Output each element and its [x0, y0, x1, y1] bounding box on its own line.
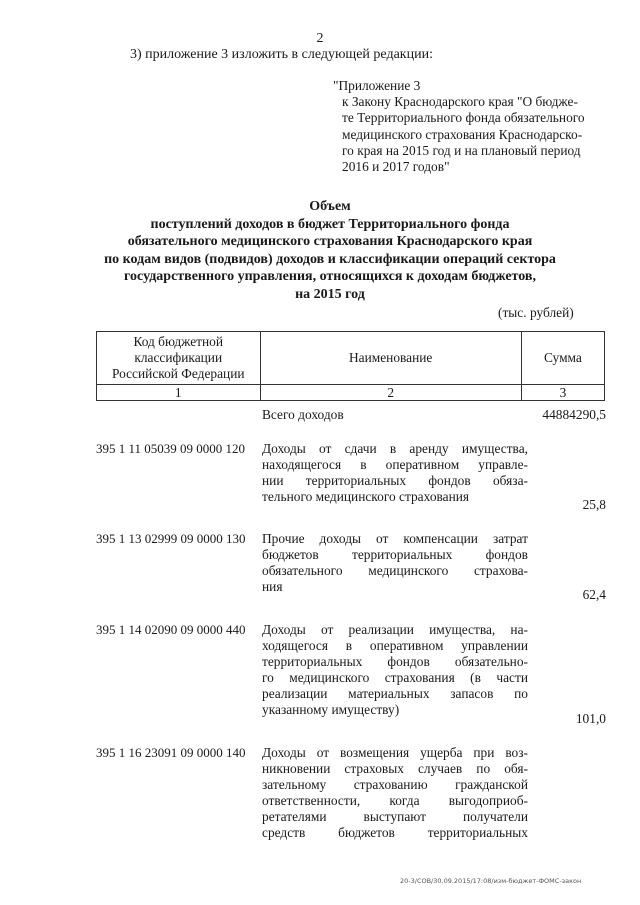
row-name-line: ходящегося в оперативном управлении: [262, 638, 528, 653]
unit-label: (тыс. рублей): [498, 305, 574, 320]
row-name-line: нии территориальных фондов обяза-: [262, 473, 528, 488]
table-header: [96, 331, 605, 401]
column-number: 1: [97, 385, 261, 401]
document-title: [60, 198, 600, 303]
row-name-line: ния: [262, 579, 283, 594]
row-name-line: указанному имуществу): [262, 702, 400, 717]
header-code-line: классификации: [134, 350, 223, 365]
row-name-line: тельного медицинского страхования: [262, 489, 470, 504]
header-amount: Сумма: [521, 332, 604, 385]
appendix-line: медицинского страхования Краснодарско-: [342, 126, 583, 142]
row-amount: 101,0: [575, 711, 606, 726]
table-row: [96, 531, 606, 601]
title-line: государственного управления, относящихся к доходам бюджетов,: [124, 269, 536, 284]
appendix-line: 2016 и 2017 годов": [342, 159, 450, 175]
row-name-line: ретателями выступают получатели: [262, 809, 528, 824]
row-name-line: Доходы от реализации имущества, на-: [262, 622, 528, 637]
row-name-line: го медицинского страхования (в части: [262, 670, 528, 685]
table-row: [96, 745, 606, 849]
row-name-line: Доходы от возмещения ущерба при воз-: [262, 745, 528, 760]
column-number: 2: [260, 385, 521, 401]
appendix-header: [333, 78, 633, 175]
total-amount: 44884290,5: [542, 407, 606, 422]
page-number: 2: [316, 31, 324, 46]
header-code-line: Код бюджетной: [133, 334, 224, 349]
row-name-line: зательному страхованию гражданской: [262, 777, 528, 792]
title-line: на 2015 год: [295, 286, 365, 302]
header-name: Наименование: [260, 332, 521, 385]
column-number: 3: [521, 385, 604, 401]
amendment-intro: 3) приложение 3 изложить в следующей редакции:: [130, 47, 433, 62]
row-name-line: территориальных фондов обязательно-: [262, 654, 528, 669]
appendix-line: те Территориального фонда обязательного: [342, 110, 585, 126]
row-name-line: Доходы от сдачи в аренду имущества,: [262, 441, 528, 456]
row-code: 395 1 13 02999 09 0000 130: [96, 531, 246, 546]
row-name-line: бюджетов территориальных фондов: [262, 547, 528, 562]
row-name: [262, 622, 528, 718]
row-name: [262, 441, 528, 505]
row-name-line: ответственности, когда выгодоприоб-: [262, 793, 528, 808]
title-line: обязательного медицинского страхования Краснодарского края: [127, 234, 533, 249]
table-row: [96, 622, 606, 726]
title-line: поступлений доходов в бюджет Территориального фонда: [150, 216, 510, 232]
title-line: по кодам видов (подвидов) доходов и классификации операций сектора: [104, 251, 556, 267]
row-name: [262, 745, 528, 841]
row-name-line: никновении страховых случаев по обя-: [262, 761, 528, 776]
row-name-line: Прочие доходы от компенсации затрат: [262, 531, 528, 546]
row-name-line: находящегося в оперативном управле-: [262, 457, 528, 472]
appendix-line: го края на 2015 год и на плановый период: [342, 142, 581, 158]
table-row: [96, 441, 606, 511]
row-name: [262, 531, 528, 595]
row-name-line: средств бюджетов территориальных: [262, 825, 528, 840]
row-code: 395 1 16 23091 09 0000 140: [96, 745, 246, 760]
row-name-line: реализации материальных запасов по: [262, 686, 528, 701]
total-label: Всего доходов: [262, 407, 344, 422]
footer-note: 20-3/СОВ/30.09.2015/17:08/изм-бюджет-ФОМС-закон: [400, 877, 582, 885]
header-code: [97, 332, 261, 385]
title-line: Объем: [309, 199, 351, 214]
row-name-line: обязательного медицинского страхова-: [262, 563, 528, 578]
appendix-line: "Приложение 3: [333, 78, 421, 93]
appendix-line: к Закону Краснодарского края "О бюдже-: [342, 94, 578, 110]
header-code-line: Российской Федерации: [111, 366, 245, 381]
row-amount: 25,8: [582, 497, 606, 512]
row-code: 395 1 14 02090 09 0000 440: [96, 622, 246, 637]
row-code: 395 1 11 05039 09 0000 120: [96, 441, 246, 456]
row-amount: 62,4: [582, 587, 606, 602]
